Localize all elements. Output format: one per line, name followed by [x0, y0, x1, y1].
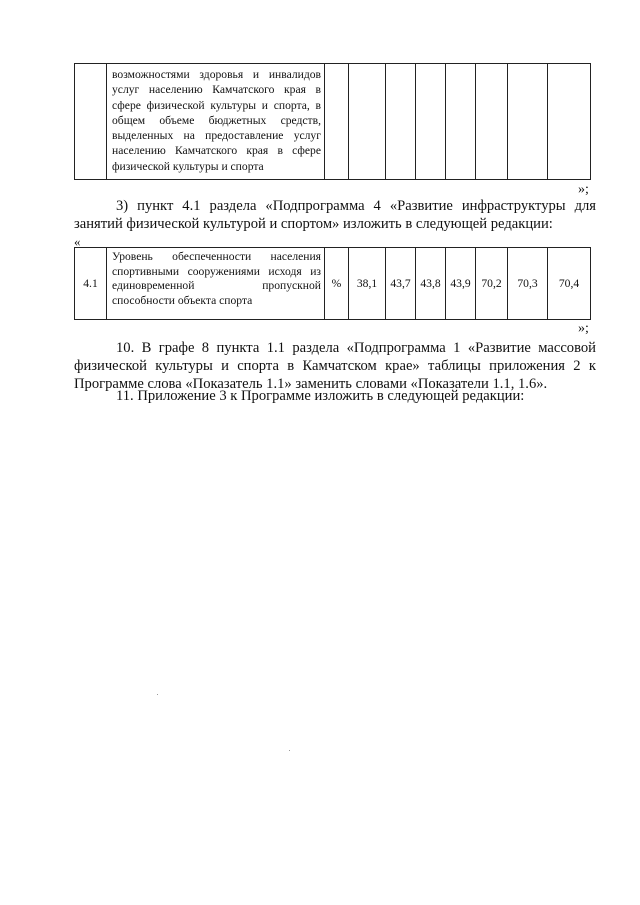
opening-quote: « — [74, 234, 81, 249]
indicator-value: 70,2 — [476, 248, 508, 320]
indicator-value: 43,9 — [446, 248, 476, 320]
cell-value — [446, 64, 476, 180]
closing-quote: »; — [578, 321, 589, 336]
indicator-description: возможностями здоровья и инвалидов услуг населению Камчатского края в сфере физической культуры и спорта, в общем объеме бюджетных средств, выделенных на предоставление услуг населению Камчатского края в сфере физической культуры и спорта — [107, 64, 325, 180]
indicator-value: 43,8 — [416, 248, 446, 320]
cell-value — [476, 64, 508, 180]
cell-value — [386, 64, 416, 180]
indicator-table-4-1 — [74, 247, 591, 320]
indicator-table-continued — [74, 63, 591, 180]
indicator-description: Уровень обеспеченности населения спортивными сооружениями исходя из единовременной пропускной способности объекта спорта — [107, 248, 325, 320]
indicator-value: 70,4 — [548, 248, 591, 320]
paragraph-item-10: 10. В графе 8 пункта 1.1 раздела «Подпрограмма 1 «Развитие массовой физической культуры и спорта в Камчатском крае» таблицы приложения 2 к Программе слова «Показатель 1.1» заменить словами «Показатели 1.1, 1.6». — [74, 340, 596, 392]
cell-value — [548, 64, 591, 180]
paragraph-item-11: 11. Приложение 3 к Программе изложить в следующей редакции: — [116, 388, 525, 404]
indicator-value: 38,1 — [349, 248, 386, 320]
scan-speck — [157, 694, 158, 695]
indicator-number: 4.1 — [75, 248, 107, 320]
indicator-value: 43,7 — [386, 248, 416, 320]
cell-value — [416, 64, 446, 180]
paragraph-item-3: 3) пункт 4.1 раздела «Подпрограмма 4 «Развитие инфраструктуры для занятий физической культурой и спортом» изложить в следующей редакции: — [74, 198, 596, 232]
cell-number — [75, 64, 107, 180]
cell-value — [508, 64, 548, 180]
cell-unit — [325, 64, 349, 180]
indicator-value: 70,3 — [508, 248, 548, 320]
cell-value — [349, 64, 386, 180]
scan-speck — [289, 750, 290, 751]
indicator-unit: % — [325, 248, 349, 320]
closing-quote: »; — [578, 182, 589, 197]
